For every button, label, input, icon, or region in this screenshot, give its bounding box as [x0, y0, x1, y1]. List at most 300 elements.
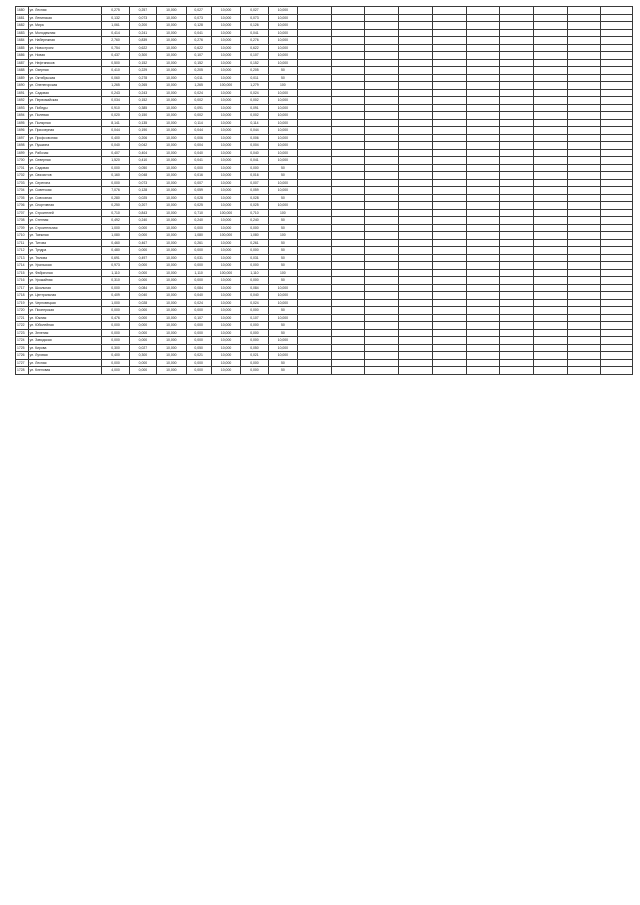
empty-cell	[365, 164, 399, 172]
row-number-cell: 1706	[16, 202, 29, 210]
value-cell: 10,000	[211, 67, 240, 75]
table-row	[16, 112, 633, 120]
value-cell: 0,437	[102, 52, 129, 60]
value-cell: 0,710	[102, 209, 129, 217]
value-cell: 1,520	[102, 157, 129, 165]
value-cell: 0,300	[129, 52, 156, 60]
table-row	[16, 247, 633, 255]
empty-cell	[567, 247, 601, 255]
empty-cell	[601, 262, 633, 270]
empty-cell	[331, 194, 365, 202]
empty-cell	[500, 127, 534, 135]
empty-cell	[365, 37, 399, 45]
empty-cell	[331, 74, 365, 82]
empty-cell	[533, 112, 567, 120]
empty-cell	[601, 157, 633, 165]
empty-cell	[399, 209, 433, 217]
table-row	[16, 329, 633, 337]
row-number-cell: 1697	[16, 134, 29, 142]
value-cell: 0,004	[241, 142, 268, 150]
empty-cell	[567, 284, 601, 292]
row-number-cell: 1686	[16, 52, 29, 60]
empty-cell	[399, 74, 433, 82]
empty-cell	[331, 142, 365, 150]
empty-cell	[365, 157, 399, 165]
value-cell: 0,011	[241, 74, 268, 82]
value-cell: 10,000	[211, 254, 240, 262]
value-cell: 10,000	[157, 44, 186, 52]
table-row	[16, 127, 633, 135]
empty-cell	[533, 59, 567, 67]
value-cell: 50	[268, 74, 297, 82]
empty-cell	[500, 344, 534, 352]
value-cell: 10,000	[211, 337, 240, 345]
road-name-cell: ул. Северная	[28, 157, 102, 165]
empty-cell	[567, 367, 601, 375]
value-cell: 0,031	[241, 254, 268, 262]
value-cell: 10,000	[157, 112, 186, 120]
empty-cell	[601, 74, 633, 82]
empty-cell	[567, 194, 601, 202]
empty-cell	[601, 37, 633, 45]
empty-cell	[466, 149, 500, 157]
value-cell: 50	[268, 262, 297, 270]
empty-cell	[298, 329, 332, 337]
empty-cell	[533, 262, 567, 270]
empty-cell	[567, 67, 601, 75]
value-cell: 0,497	[129, 254, 156, 262]
empty-cell	[601, 277, 633, 285]
empty-cell	[466, 134, 500, 142]
empty-cell	[533, 329, 567, 337]
value-cell: 10,000	[157, 89, 186, 97]
value-cell: 0,265	[129, 82, 156, 90]
value-cell: 0,128	[186, 22, 211, 30]
value-cell: 0,000	[241, 277, 268, 285]
empty-cell	[567, 142, 601, 150]
empty-cell	[567, 262, 601, 270]
row-number-cell: 1726	[16, 352, 29, 360]
empty-cell	[298, 74, 332, 82]
empty-cell	[298, 254, 332, 262]
value-cell: 10,000	[211, 262, 240, 270]
empty-cell	[533, 299, 567, 307]
value-cell: 0,410	[129, 157, 156, 165]
row-number-cell: 1703	[16, 179, 29, 187]
value-cell: 1,000	[102, 224, 129, 232]
empty-cell	[365, 59, 399, 67]
value-cell: 10,000	[211, 292, 240, 300]
empty-cell	[601, 172, 633, 180]
empty-cell	[331, 314, 365, 322]
empty-cell	[601, 22, 633, 30]
table-row	[16, 367, 633, 375]
empty-cell	[298, 89, 332, 97]
value-cell: 0,041	[186, 157, 211, 165]
road-name-cell: ул. Полярная	[28, 119, 102, 127]
value-cell: 0,042	[129, 142, 156, 150]
empty-cell	[331, 299, 365, 307]
empty-cell	[601, 299, 633, 307]
value-cell: 0,000	[129, 337, 156, 345]
value-cell: 50	[268, 277, 297, 285]
value-cell: 10,000	[268, 314, 297, 322]
empty-cell	[567, 314, 601, 322]
value-cell: 0,404	[129, 149, 156, 157]
empty-cell	[432, 157, 466, 165]
empty-cell	[365, 247, 399, 255]
empty-cell	[331, 367, 365, 375]
value-cell: 0,040	[129, 292, 156, 300]
value-cell: 0,229	[129, 67, 156, 75]
empty-cell	[500, 254, 534, 262]
empty-cell	[466, 97, 500, 105]
empty-cell	[567, 157, 601, 165]
row-number-cell: 1710	[16, 232, 29, 240]
road-name-cell: ул. Таежная	[28, 232, 102, 240]
empty-cell	[601, 7, 633, 15]
road-name-cell: ул. Оленегорская	[28, 82, 102, 90]
empty-cell	[399, 119, 433, 127]
empty-cell	[466, 292, 500, 300]
empty-cell	[432, 232, 466, 240]
value-cell: 0,275	[102, 7, 129, 15]
empty-cell	[601, 292, 633, 300]
value-cell: 10,000	[268, 112, 297, 120]
empty-cell	[567, 359, 601, 367]
value-cell: 10,000	[211, 74, 240, 82]
empty-cell	[298, 232, 332, 240]
empty-cell	[365, 179, 399, 187]
road-name-cell: ул. Уральская	[28, 262, 102, 270]
empty-cell	[331, 112, 365, 120]
table-row	[16, 299, 633, 307]
empty-cell	[331, 344, 365, 352]
value-cell: 0,027	[129, 344, 156, 352]
empty-cell	[331, 202, 365, 210]
empty-cell	[500, 322, 534, 330]
value-cell: 10,000	[268, 7, 297, 15]
value-cell: 10,000	[157, 322, 186, 330]
value-cell: 0,002	[241, 97, 268, 105]
empty-cell	[500, 74, 534, 82]
value-cell: 0,027	[186, 7, 211, 15]
empty-cell	[432, 292, 466, 300]
value-cell: 10,000	[268, 97, 297, 105]
empty-cell	[331, 119, 365, 127]
table-row	[16, 344, 633, 352]
value-cell: 10,000	[211, 29, 240, 37]
value-cell: 0,073	[186, 14, 211, 22]
value-cell: 10,000	[211, 142, 240, 150]
empty-cell	[399, 352, 433, 360]
empty-cell	[466, 202, 500, 210]
table-row	[16, 337, 633, 345]
value-cell: 10,000	[268, 352, 297, 360]
empty-cell	[601, 254, 633, 262]
value-cell: 10,000	[157, 344, 186, 352]
value-cell: 0,000	[129, 224, 156, 232]
value-cell: 10,000	[211, 7, 240, 15]
empty-cell	[331, 307, 365, 315]
empty-cell	[466, 104, 500, 112]
value-cell: 10,000	[268, 52, 297, 60]
empty-cell	[601, 97, 633, 105]
empty-cell	[298, 277, 332, 285]
table-row	[16, 314, 633, 322]
empty-cell	[331, 164, 365, 172]
row-number-cell: 1701	[16, 164, 29, 172]
value-cell: 10,000	[157, 277, 186, 285]
value-cell: 10,000	[211, 359, 240, 367]
value-cell: 10,000	[211, 164, 240, 172]
empty-cell	[533, 52, 567, 60]
empty-cell	[567, 329, 601, 337]
empty-cell	[298, 344, 332, 352]
value-cell: 10,000	[211, 329, 240, 337]
value-cell: 0,000	[129, 277, 156, 285]
empty-cell	[533, 187, 567, 195]
empty-cell	[466, 187, 500, 195]
empty-cell	[365, 254, 399, 262]
empty-cell	[601, 29, 633, 37]
value-cell: 0,000	[241, 307, 268, 315]
value-cell: 0,028	[186, 194, 211, 202]
empty-cell	[331, 89, 365, 97]
value-cell: 0,041	[186, 29, 211, 37]
value-cell: 0,006	[186, 134, 211, 142]
value-cell: 10,000	[211, 104, 240, 112]
empty-cell	[365, 22, 399, 30]
empty-cell	[601, 232, 633, 240]
value-cell: 0,460	[102, 239, 129, 247]
value-cell: 10,000	[157, 7, 186, 15]
empty-cell	[432, 22, 466, 30]
value-cell: 10,000	[211, 344, 240, 352]
empty-cell	[567, 14, 601, 22]
row-number-cell: 1720	[16, 307, 29, 315]
row-number-cell: 1717	[16, 284, 29, 292]
empty-cell	[399, 157, 433, 165]
value-cell: 1,110	[186, 269, 211, 277]
value-cell: 0,060	[102, 74, 129, 82]
empty-cell	[432, 359, 466, 367]
empty-cell	[466, 89, 500, 97]
table-row	[16, 292, 633, 300]
value-cell: 0,041	[241, 157, 268, 165]
table-row	[16, 29, 633, 37]
empty-cell	[500, 14, 534, 22]
empty-cell	[466, 179, 500, 187]
empty-cell	[567, 299, 601, 307]
table-row	[16, 277, 633, 285]
empty-cell	[432, 254, 466, 262]
value-cell: 0,280	[102, 194, 129, 202]
empty-cell	[399, 299, 433, 307]
empty-cell	[331, 359, 365, 367]
value-cell: 0,000	[186, 262, 211, 270]
row-number-cell: 1688	[16, 67, 29, 75]
value-cell: 0,034	[102, 97, 129, 105]
empty-cell	[298, 22, 332, 30]
value-cell: 0,206	[129, 134, 156, 142]
empty-cell	[365, 209, 399, 217]
value-cell: 0,024	[241, 89, 268, 97]
empty-cell	[500, 284, 534, 292]
empty-cell	[500, 292, 534, 300]
empty-cell	[567, 104, 601, 112]
empty-cell	[567, 307, 601, 315]
row-number-cell: 1690	[16, 82, 29, 90]
value-cell: 1,061	[102, 22, 129, 30]
empty-cell	[365, 322, 399, 330]
empty-cell	[331, 104, 365, 112]
empty-cell	[567, 29, 601, 37]
empty-cell	[432, 29, 466, 37]
empty-cell	[298, 164, 332, 172]
row-number-cell: 1719	[16, 299, 29, 307]
empty-cell	[500, 157, 534, 165]
value-cell: 10,000	[268, 89, 297, 97]
value-cell: 0,710	[186, 209, 211, 217]
value-cell: 100	[268, 232, 297, 240]
value-cell: 0,126	[241, 22, 268, 30]
empty-cell	[533, 134, 567, 142]
value-cell: 1,279	[241, 82, 268, 90]
value-cell: 10,000	[157, 352, 186, 360]
row-number-cell: 1724	[16, 337, 29, 345]
road-name-cell: ул. Титова	[28, 239, 102, 247]
value-cell: 10,000	[211, 187, 240, 195]
value-cell: 8,141	[102, 119, 129, 127]
value-cell: 50	[268, 322, 297, 330]
value-cell: 0,027	[241, 7, 268, 15]
value-cell: 0,152	[241, 59, 268, 67]
value-cell: 10,000	[157, 209, 186, 217]
empty-cell	[601, 224, 633, 232]
value-cell: 0,973	[102, 262, 129, 270]
row-number-cell: 1689	[16, 74, 29, 82]
value-cell: 0,020	[102, 112, 129, 120]
value-cell: 0,050	[186, 344, 211, 352]
row-number-cell: 1680	[16, 7, 29, 15]
value-cell: 0,385	[129, 104, 156, 112]
road-name-cell: ул. Урожайная	[28, 277, 102, 285]
road-name-cell: ул. Лесная	[28, 359, 102, 367]
empty-cell	[399, 67, 433, 75]
value-cell: 0,000	[102, 284, 129, 292]
value-cell: 10,000	[211, 89, 240, 97]
empty-cell	[432, 112, 466, 120]
value-cell: 0,007	[241, 179, 268, 187]
empty-cell	[500, 239, 534, 247]
empty-cell	[399, 37, 433, 45]
empty-cell	[298, 7, 332, 15]
value-cell: 0,243	[129, 89, 156, 97]
value-cell: 10,000	[157, 217, 186, 225]
empty-cell	[432, 7, 466, 15]
empty-cell	[601, 59, 633, 67]
empty-cell	[500, 7, 534, 15]
row-number-cell: 1716	[16, 277, 29, 285]
empty-cell	[466, 37, 500, 45]
empty-cell	[399, 284, 433, 292]
empty-cell	[365, 284, 399, 292]
empty-cell	[365, 194, 399, 202]
empty-cell	[567, 202, 601, 210]
value-cell: 0,000	[241, 359, 268, 367]
value-cell: 0,084	[186, 284, 211, 292]
row-number-cell: 1713	[16, 254, 29, 262]
value-cell: 10,000	[157, 142, 186, 150]
value-cell: 0,492	[102, 217, 129, 225]
empty-cell	[432, 104, 466, 112]
empty-cell	[432, 14, 466, 22]
value-cell: 0,002	[186, 112, 211, 120]
value-cell: 50	[268, 307, 297, 315]
value-cell: 10,000	[211, 179, 240, 187]
table-row	[16, 44, 633, 52]
empty-cell	[365, 112, 399, 120]
empty-cell	[567, 179, 601, 187]
empty-cell	[331, 209, 365, 217]
empty-cell	[432, 299, 466, 307]
value-cell: 10,000	[157, 52, 186, 60]
value-cell: 10,000	[157, 149, 186, 157]
empty-cell	[298, 59, 332, 67]
empty-cell	[298, 179, 332, 187]
empty-cell	[567, 232, 601, 240]
value-cell: 0,000	[102, 307, 129, 315]
empty-cell	[567, 112, 601, 120]
empty-cell	[298, 52, 332, 60]
value-cell: 0,000	[241, 262, 268, 270]
empty-cell	[466, 82, 500, 90]
empty-cell	[466, 239, 500, 247]
table-row	[16, 307, 633, 315]
empty-cell	[331, 322, 365, 330]
value-cell: 10,000	[211, 202, 240, 210]
empty-cell	[399, 14, 433, 22]
road-name-cell: ул. Набережная	[28, 37, 102, 45]
value-cell: 10,000	[211, 52, 240, 60]
value-cell: 100,000	[211, 232, 240, 240]
value-cell: 10,000	[157, 314, 186, 322]
empty-cell	[432, 337, 466, 345]
empty-cell	[432, 277, 466, 285]
empty-cell	[399, 277, 433, 285]
road-name-cell: ул. Профсоюзная	[28, 134, 102, 142]
empty-cell	[365, 14, 399, 22]
empty-cell	[601, 142, 633, 150]
value-cell: 10,000	[157, 119, 186, 127]
value-cell: 10,000	[157, 37, 186, 45]
value-cell: 10,000	[157, 97, 186, 105]
value-cell: 0,190	[129, 127, 156, 135]
empty-cell	[466, 329, 500, 337]
value-cell: 0,107	[241, 314, 268, 322]
empty-cell	[567, 127, 601, 135]
empty-cell	[365, 299, 399, 307]
row-number-cell: 1691	[16, 89, 29, 97]
empty-cell	[601, 82, 633, 90]
empty-cell	[432, 37, 466, 45]
value-cell: 0,107	[186, 314, 211, 322]
empty-cell	[399, 254, 433, 262]
empty-cell	[298, 119, 332, 127]
value-cell: 0,205	[241, 67, 268, 75]
value-cell: 10,000	[157, 247, 186, 255]
